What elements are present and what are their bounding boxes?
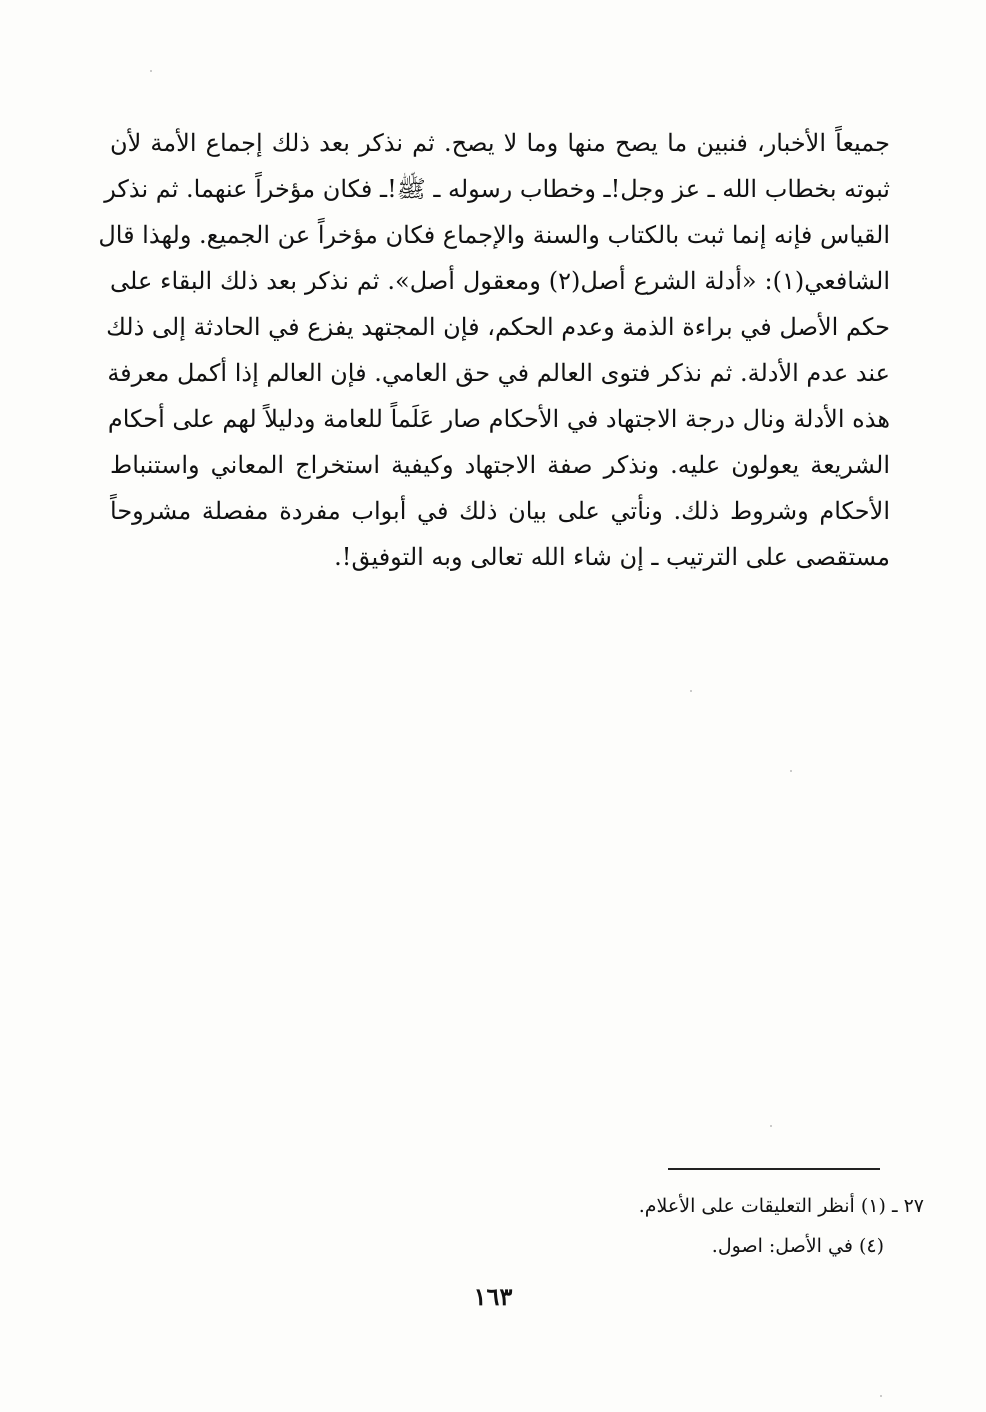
- text-line: عند عدم الأدلة. ثم نذكر فتوى العالم في حق العامي. فإن العالم إذا أكمل معرفة: [107, 359, 890, 387]
- text-line: جميعاً الأخبار، فنبين ما يصح منها وما لا يصح. ثم نذكر بعد ذلك إجماع الأمة لأن: [110, 129, 891, 157]
- page-number: ١٦٣: [473, 1282, 513, 1311]
- text-line: ثبوته بخطاب الله ـ عز وجل!ـ وخطاب رسوله ـ ﷺ!ـ فكان مؤخراً عنهما. ثم نذكر: [104, 175, 890, 203]
- footnote-1: ٢٧ ـ (١) أنظر التعليقات على الأعلام.: [638, 1195, 924, 1217]
- scan-speck: [790, 770, 792, 772]
- text-line: حكم الأصل في براءة الذمة وعدم الحكم، فإن المجتهد يفزع في الحادثة إلى ذلك: [106, 313, 890, 341]
- text-line: الأحكام وشروط ذلك. ونأتي على بيان ذلك في أبواب مفردة مفصلة مشروحاً: [110, 497, 890, 525]
- main-text-block: [98, 120, 891, 580]
- footnote-2: (٤) في الأصل: اصول.: [711, 1235, 884, 1257]
- text-line: الشريعة يعولون عليه. ونذكر صفة الاجتهاد وكيفية استخراج المعاني واستنباط: [110, 451, 890, 479]
- scan-speck: [690, 690, 692, 692]
- text-line: القياس فإنه إنما ثبت بالكتاب والسنة والإجماع فكان مؤخراً عن الجميع. ولهذا قال: [98, 221, 890, 249]
- footnote-separator: [668, 1168, 880, 1170]
- scan-speck: [770, 1125, 772, 1127]
- text-line: الشافعي(١): «أدلة الشرع أصل(٢) ومعقول أصل». ثم نذكر بعد ذلك البقاء على: [110, 267, 891, 295]
- text-line-last: مستقصى على الترتيب ـ إن شاء الله تعالى وبه التوفيق!.: [334, 543, 890, 571]
- scan-speck: [150, 70, 152, 72]
- text-line: هذه الأدلة ونال درجة الاجتهاد في الأحكام صار عَلَماً للعامة ودليلاً لهم على أحكام: [107, 405, 890, 433]
- scan-speck: [880, 1395, 882, 1397]
- footnotes-block: [324, 1186, 924, 1266]
